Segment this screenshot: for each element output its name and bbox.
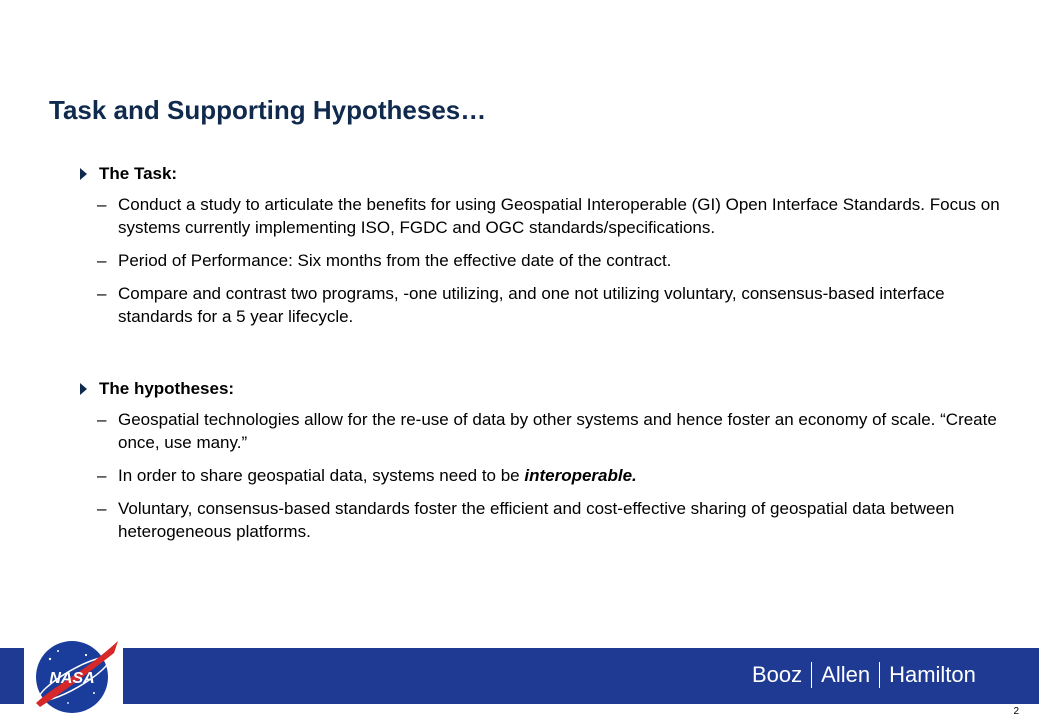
hypotheses-heading-text: The hypotheses:: [99, 379, 235, 398]
task-item: [78, 249, 1008, 272]
task-item-text: Compare and contrast two programs, -one utilizing, and one not utilizing voluntary, consensus-based interface standards for a 5 year lifecycle.: [118, 284, 945, 326]
arrow-bullet-icon: [80, 168, 87, 180]
nasa-logo: [28, 633, 120, 717]
brand-word: Allen: [821, 662, 871, 687]
arrow-bullet-icon: [80, 383, 87, 395]
task-item: [78, 193, 1008, 239]
task-heading: [78, 163, 1008, 185]
dash-bullet: –: [97, 410, 107, 429]
hypothesis-item: [78, 464, 1008, 487]
brand-separator: [879, 662, 880, 688]
hypothesis-item: [78, 497, 1008, 543]
task-item-text: Conduct a study to articulate the benefits for using Geospatial Interoperable (GI) Open Interface Standards. Focus on systems currently implementing ISO, FGDC and OGC standards/specifications.: [118, 195, 1000, 237]
hypotheses-section: [78, 378, 1008, 553]
booz-allen-hamilton-logo: [752, 660, 1022, 690]
dash-bullet: –: [97, 466, 107, 485]
task-heading-text: The Task:: [99, 164, 178, 183]
brand-word: Booz: [752, 662, 803, 687]
hypotheses-heading: [78, 378, 1008, 400]
slide-title: Task and Supporting Hypotheses…: [49, 95, 487, 125]
task-section: [78, 163, 1008, 338]
dash-bullet: –: [97, 499, 107, 518]
nasa-logo-text: NASA: [49, 670, 95, 687]
task-item-text: Period of Performance: Six months from the effective date of the contract.: [118, 251, 672, 270]
dash-bullet: –: [97, 251, 107, 270]
task-item: [78, 282, 1008, 328]
hypothesis-item-text: Geospatial technologies allow for the re-use of data by other systems and hence foster an economy of scale. “Create once, use many.”: [118, 410, 997, 452]
brand-separator: [811, 662, 812, 688]
brand-word: Hamilton: [889, 662, 976, 687]
hypothesis-item: [78, 408, 1008, 454]
dash-bullet: –: [97, 195, 107, 214]
emphasis-interoperable: interoperable.: [524, 466, 637, 485]
hypothesis-item-text: Voluntary, consensus-based standards foster the efficient and cost-effective sharing of geospatial data between heterogeneous platforms.: [118, 499, 955, 541]
hypothesis-item-text: In order to share geospatial data, systems need to be: [118, 466, 525, 485]
dash-bullet: –: [97, 284, 107, 303]
page-number: 2: [1013, 706, 1019, 717]
